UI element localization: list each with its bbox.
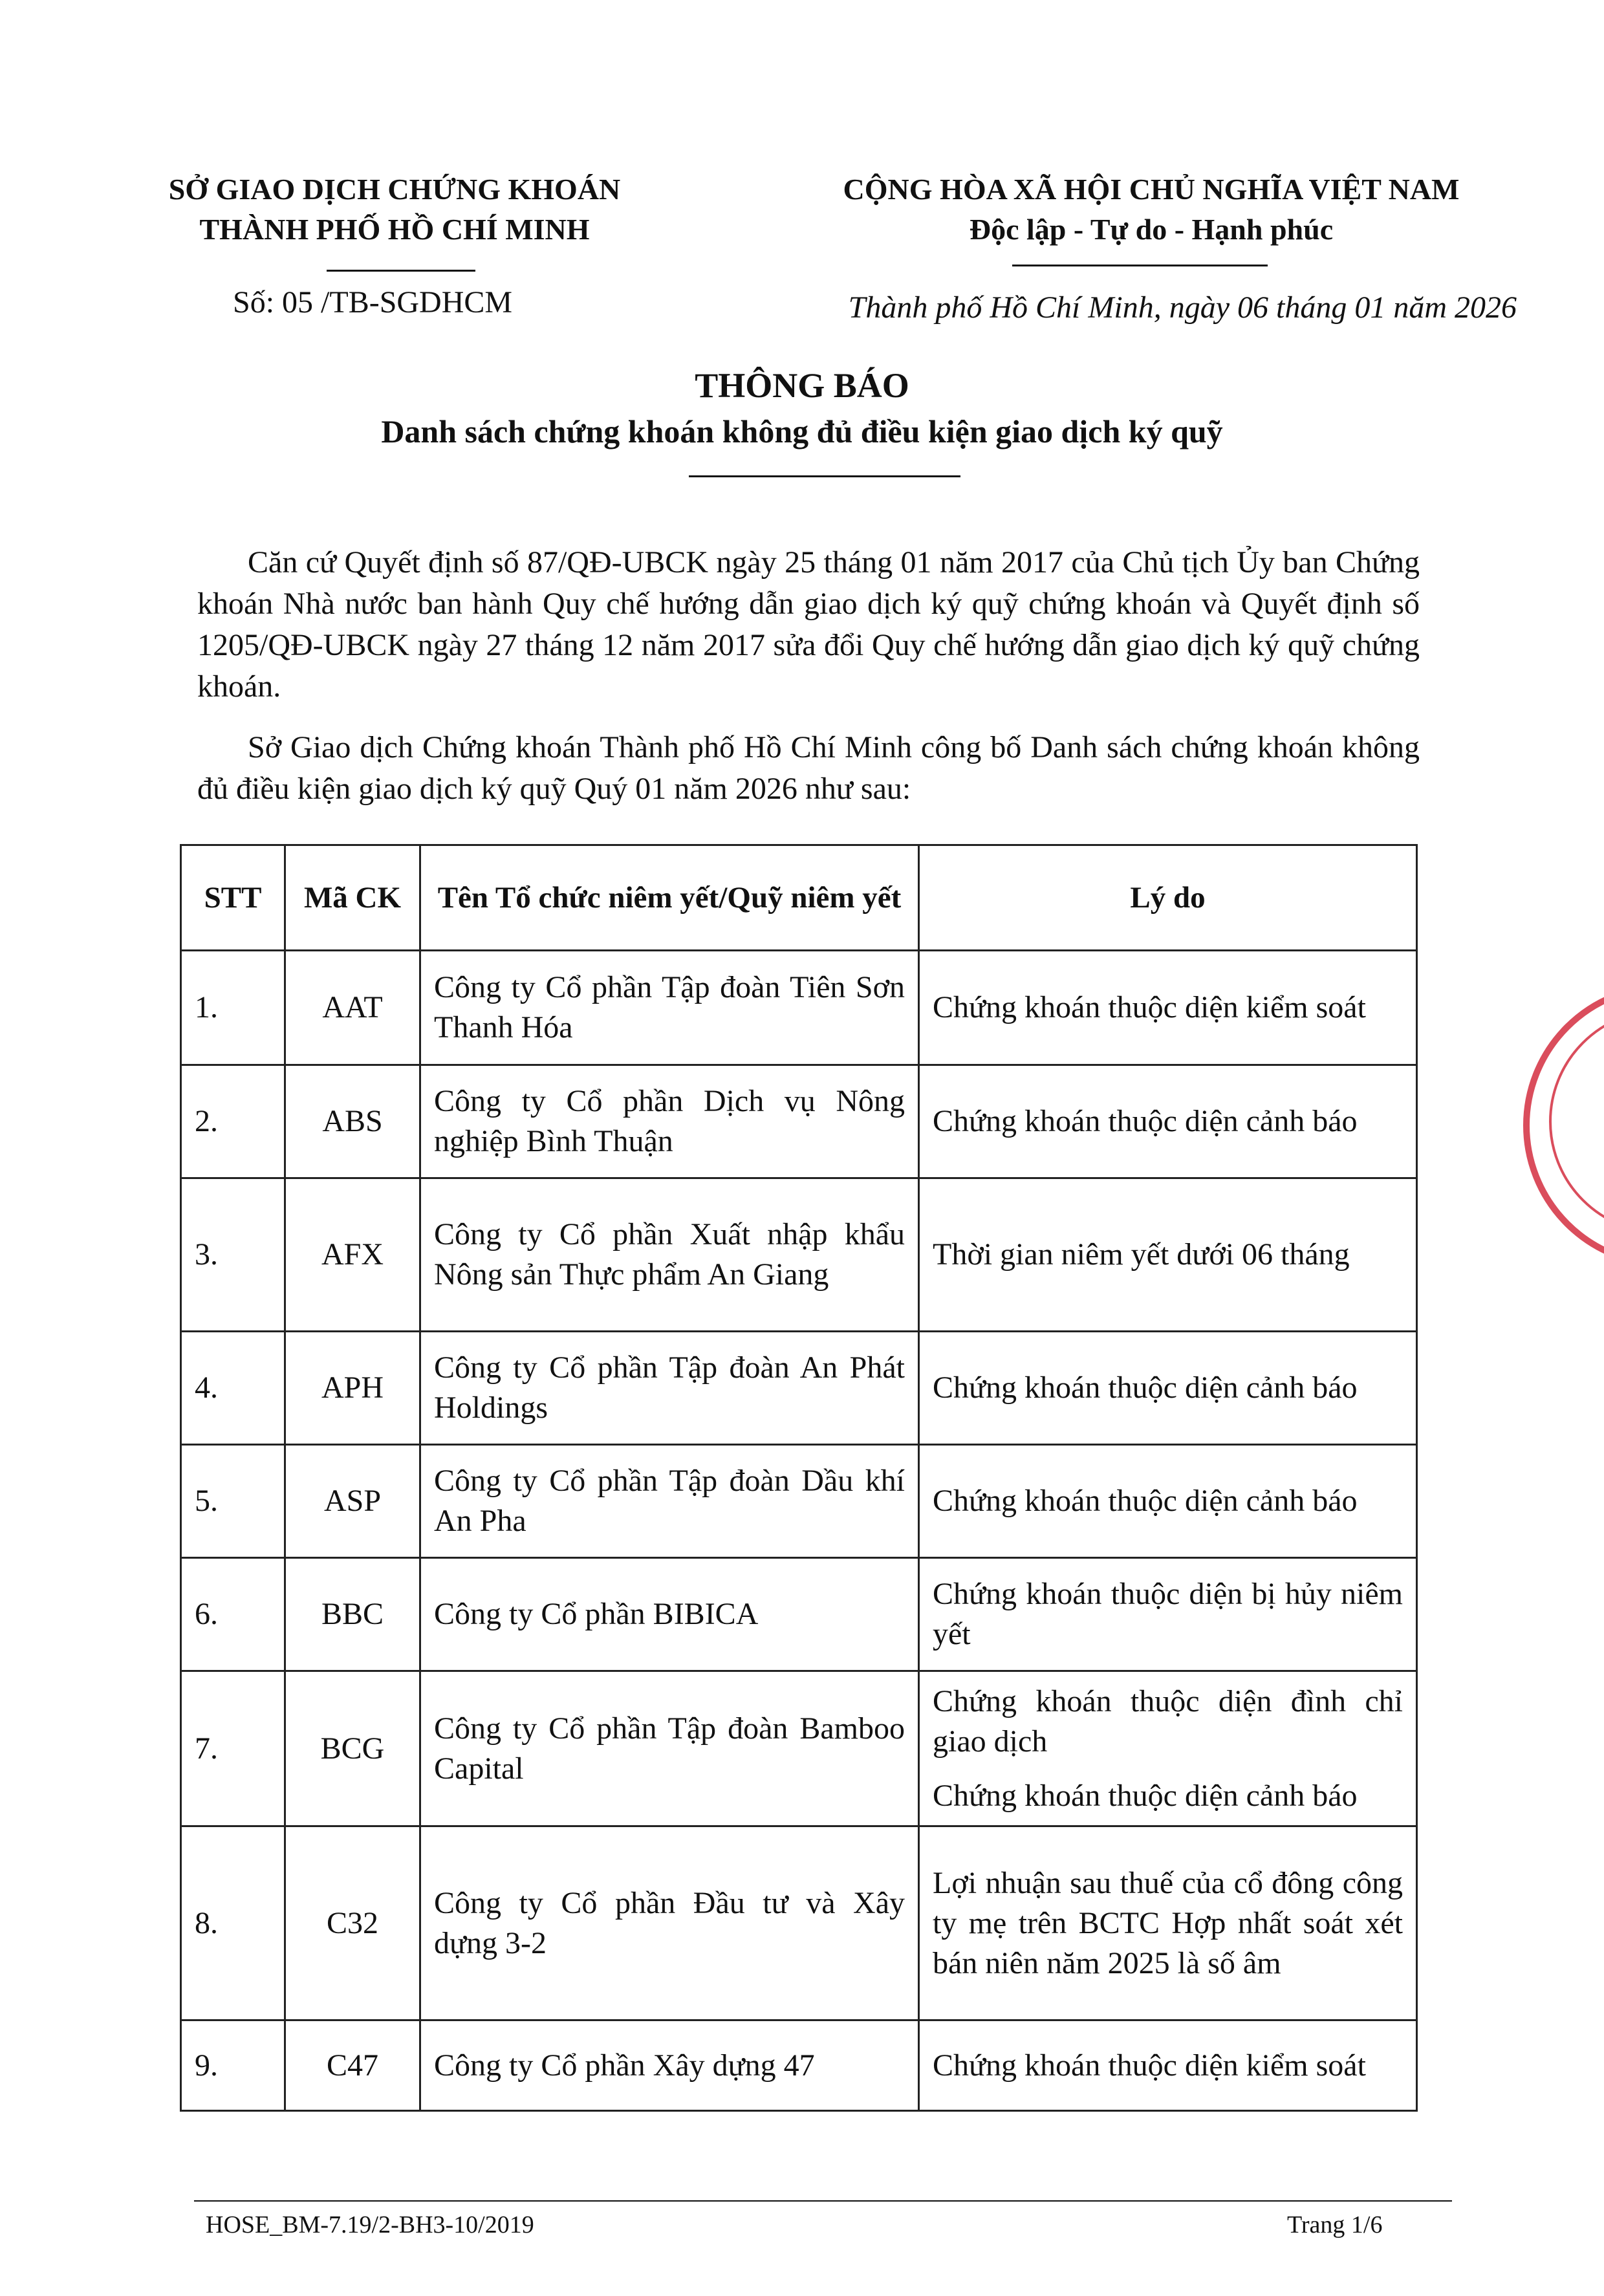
footer-rule xyxy=(194,2200,1452,2202)
document-number: Số: 05 /TB-SGDHCM xyxy=(233,285,513,319)
reason-text: Chứng khoán thuộc diện cảnh báo xyxy=(933,1778,1358,1813)
cell-stt: 2. xyxy=(181,1065,285,1178)
reason-text: Chứng khoán thuộc diện đình chỉ giao dịch xyxy=(933,1684,1403,1759)
document-subtitle: Danh sách chứng khoán không đủ điều kiện giao dịch ký quỹ xyxy=(381,413,1223,449)
form-code: HOSE_BM-7.19/2-BH3-10/2019 xyxy=(206,2211,534,2238)
issuer-line-1: SỞ GIAO DỊCH CHỨNG KHOÁN xyxy=(168,173,621,206)
table-row xyxy=(181,1445,1417,1558)
cell-stt: 8. xyxy=(181,1826,285,2020)
cell-ticker: AFX xyxy=(285,1178,420,1332)
reason-text: Chứng khoán thuộc diện kiểm soát xyxy=(933,990,1366,1024)
cell-ticker: C47 xyxy=(285,2020,420,2111)
table-row xyxy=(181,1671,1417,1826)
table-row xyxy=(181,1826,1417,2020)
title-underline xyxy=(689,475,960,477)
table-row xyxy=(181,1332,1417,1445)
header-ticker: Mã CK xyxy=(285,845,420,951)
cell-ticker: AAT xyxy=(285,951,420,1065)
cell-ticker: BCG xyxy=(285,1671,420,1826)
reason-text: Chứng khoán thuộc diện cảnh báo xyxy=(933,1104,1358,1138)
cell-org-name: Công ty Cổ phần BIBICA xyxy=(420,1558,919,1671)
header-reason: Lý do xyxy=(919,845,1417,951)
cell-org-name: Công ty Cổ phần Tập đoàn Bamboo Capital xyxy=(420,1671,919,1826)
reason-text: Chứng khoán thuộc diện kiểm soát xyxy=(933,2048,1366,2083)
issuer-line-2: THÀNH PHỐ HỒ CHÍ MINH xyxy=(199,213,590,246)
table-row xyxy=(181,951,1417,1065)
table-row xyxy=(181,1178,1417,1332)
cell-ticker: BBC xyxy=(285,1558,420,1671)
cell-reason xyxy=(919,1671,1417,1826)
nation-line-2: Độc lập - Tự do - Hạnh phúc xyxy=(969,213,1334,246)
issuer-underline xyxy=(327,270,475,272)
reason-text: Chứng khoán thuộc diện cảnh báo xyxy=(933,1370,1358,1405)
cell-ticker: C32 xyxy=(285,1826,420,2020)
cell-reason xyxy=(919,1826,1417,2020)
header-stt: STT xyxy=(181,845,285,951)
cell-reason xyxy=(919,1558,1417,1671)
cell-org-name: Công ty Cổ phần Dịch vụ Nông nghiệp Bình Thuận xyxy=(420,1065,919,1178)
cell-stt: 7. xyxy=(181,1671,285,1826)
cell-reason xyxy=(919,2020,1417,2111)
cell-reason xyxy=(919,1445,1417,1558)
table-row xyxy=(181,2020,1417,2111)
table-header-row xyxy=(181,845,1417,951)
cell-org-name: Công ty Cổ phần Tập đoàn An Phát Holdings xyxy=(420,1332,919,1445)
issuer-org xyxy=(149,169,640,250)
cell-stt: 3. xyxy=(181,1178,285,1332)
cell-ticker: ABS xyxy=(285,1065,420,1178)
cell-reason xyxy=(919,1178,1417,1332)
reason-text: Lợi nhuận sau thuế của cổ đông công ty mẹ trên BCTC Hợp nhất soát xét bán niên năm 2025 là số âm xyxy=(933,1865,1403,1980)
cell-stt: 6. xyxy=(181,1558,285,1671)
securities-table xyxy=(180,844,1418,2112)
cell-reason xyxy=(919,1332,1417,1445)
cell-stt: 5. xyxy=(181,1445,285,1558)
cell-ticker: ASP xyxy=(285,1445,420,1558)
cell-reason xyxy=(919,1065,1417,1178)
page-number: Trang 1/6 xyxy=(1287,2211,1383,2238)
cell-org-name: Công ty Cổ phần Tập đoàn Tiên Sơn Thanh Hóa xyxy=(420,951,919,1065)
cell-org-name: Công ty Cổ phần Xây dựng 47 xyxy=(420,2020,919,2111)
cell-org-name: Công ty Cổ phần Đầu tư và Xây dựng 3-2 xyxy=(420,1826,919,2020)
cell-stt: 9. xyxy=(181,2020,285,2111)
cell-org-name: Công ty Cổ phần Tập đoàn Dầu khí An Pha xyxy=(420,1445,919,1558)
nation-line-1: CỘNG HÒA XÃ HỘI CHỦ NGHĨA VIỆT NAM xyxy=(843,173,1460,206)
announcement-paragraph: Sở Giao dịch Chứng khoán Thành phố Hồ Chí Minh công bố Danh sách chứng khoán không đủ điều kiện giao dịch ký quỹ Quý 01 năm 2026 như sau: xyxy=(197,730,1420,806)
legal-basis-paragraph: Căn cứ Quyết định số 87/QĐ-UBCK ngày 25 tháng 01 năm 2017 của Chủ tịch Ủy ban Chứng khoán Nhà nước ban hành Quy chế hướng dẫn giao dịch ký quỹ chứng khoán và Quyết định số 1205/QĐ-UBCK ngày 27 tháng 12 năm 2017 sửa đổi Quy chế hướng dẫn giao dịch ký quỹ chứng khoán. xyxy=(197,545,1420,704)
cell-org-name: Công ty Cổ phần Xuất nhập khẩu Nông sản Thực phẩm An Giang xyxy=(420,1178,919,1332)
header-org-name: Tên Tổ chức niêm yết/Quỹ niêm yết xyxy=(420,845,919,951)
document-title: THÔNG BÁO xyxy=(695,366,909,405)
cell-stt: 4. xyxy=(181,1332,285,1445)
place-date: Thành phố Hồ Chí Minh, ngày 06 tháng 01 năm 2026 xyxy=(848,290,1517,325)
reason-text: Chứng khoán thuộc diện bị hủy niêm yết xyxy=(933,1577,1403,1651)
motto-underline xyxy=(1012,265,1268,266)
cell-ticker: APH xyxy=(285,1332,420,1445)
table-row xyxy=(181,1065,1417,1178)
cell-reason xyxy=(919,951,1417,1065)
reason-text: Thời gian niêm yết dưới 06 tháng xyxy=(933,1237,1350,1272)
cell-stt: 1. xyxy=(181,951,285,1065)
table-row xyxy=(181,1558,1417,1671)
reason-text: Chứng khoán thuộc diện cảnh báo xyxy=(933,1484,1358,1518)
national-motto xyxy=(776,169,1526,250)
